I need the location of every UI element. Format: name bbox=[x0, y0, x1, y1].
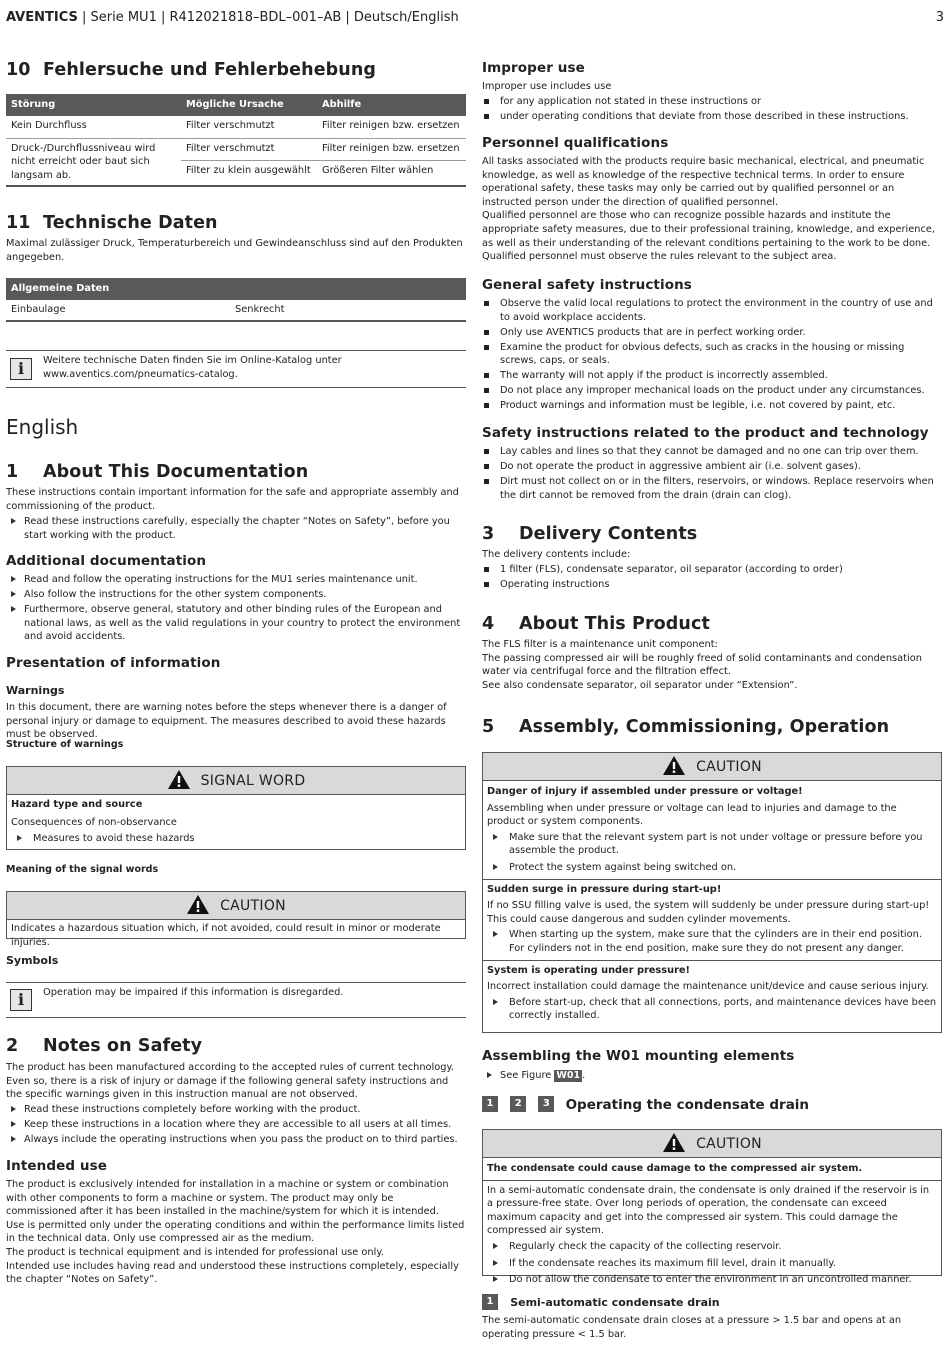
table-header: Mögliche Ursache bbox=[181, 94, 317, 116]
hazard-type: Hazard type and source bbox=[11, 799, 143, 810]
list-item: Examine the product for obvious defects, such as cracks in the housing or missing screws, caps, or seals. bbox=[482, 341, 942, 368]
signal-word: CAUTION bbox=[220, 898, 286, 914]
list-item: Read these instructions completely before working with the product. bbox=[6, 1103, 466, 1117]
troubleshooting-table bbox=[6, 94, 466, 187]
section-2-text: The product has been manufactured according to the accepted rules of current technology. Even so, there is a risk of injury or damage if the following general safety instructions and the specific warnings given in this instruction manual are not observed. bbox=[6, 1062, 454, 1101]
warnings-heading: Warnings bbox=[6, 684, 65, 697]
section-3-list bbox=[482, 563, 942, 593]
assembly-caution-box bbox=[482, 752, 942, 1033]
list-item: Regularly check the capacity of the collecting reservoir. bbox=[487, 1240, 937, 1254]
hazard-section: Danger of injury if assembled under pressure or voltage! Assembling when under pressure or voltage can lead to injuries and damage to the product or system components. Make sure that the relevant system part is not under voltage or pressure before you assemble the product. Protect the system against being switched on. bbox=[483, 782, 941, 880]
list-item: Read these instructions carefully, especially the chapter “Notes on Safety”, before you start working with the product. bbox=[6, 515, 466, 542]
table-header: Allgemeine Daten bbox=[6, 278, 466, 300]
list-item: Also follow the instructions for the other system components. bbox=[6, 588, 466, 602]
list-item: Protect the system against being switched on. bbox=[487, 861, 937, 875]
list-item: Dirt must not collect on or in the filters, reservoirs, or windows. Replace reservoirs when the dirt cannot be removed from the drain (drain can clog). bbox=[482, 475, 942, 502]
condensate-drain-heading: 1 2 3 Operating the condensate drain bbox=[482, 1096, 942, 1114]
section-10-heading: 10 Fehlersuche und Fehlerbehebung bbox=[6, 60, 377, 80]
caution-definition-box bbox=[6, 891, 466, 948]
measures: Measures to avoid these hazards bbox=[11, 832, 461, 846]
table-row: Filter zu klein ausgewählt Größeren Filter wählen bbox=[6, 160, 466, 186]
section-2-list bbox=[6, 1103, 466, 1148]
general-data-table bbox=[6, 278, 466, 322]
warning-icon bbox=[662, 755, 686, 776]
section-2-heading: 2 Notes on Safety bbox=[6, 1036, 203, 1056]
list-item: Furthermore, observe general, statutory and other binding rules of the European and national laws, as well as the valid regulations in your country to protect the environment and avoid accidents. bbox=[6, 603, 466, 644]
presentation-heading: Presentation of information bbox=[6, 655, 221, 671]
section-4-text: The FLS filter is a maintenance unit component: The passing compressed air will be roughly freed of solid contaminants and condensation water via centrifugal force and the filtration effect. See also condensate separator, oil separator under “Extension”. bbox=[482, 639, 922, 691]
meaning-heading: Meaning of the signal words bbox=[6, 864, 159, 875]
list-item: under operating conditions that deviate from those described in these instructions. bbox=[482, 110, 942, 124]
intended-use-heading: Intended use bbox=[6, 1158, 108, 1174]
list-item: Only use AVENTICS products that are in perfect working order. bbox=[482, 326, 942, 340]
improper-use-text: Improper use includes use bbox=[482, 81, 612, 92]
table-row: Einbaulage Senkrecht bbox=[6, 300, 466, 321]
general-safety-heading: General safety instructions bbox=[482, 277, 692, 293]
product-safety-list bbox=[482, 445, 942, 504]
list-item: If the condensate reaches its maximum fill level, drain it manually. bbox=[487, 1257, 937, 1271]
list-item: When starting up the system, make sure that the cylinders are in their end position. For cylinders not in the end position, make sure they do not present any danger. bbox=[487, 928, 937, 955]
caution-definition: Indicates a hazardous situation which, if not avoided, could result in minor or moderate injuries. bbox=[11, 923, 441, 948]
list-item: Lay cables and lines so that they cannot be damaged and no one can trip over them. bbox=[482, 445, 942, 459]
list-item: Make sure that the relevant system part is not under voltage or pressure before you assemble the product. bbox=[487, 831, 937, 858]
info-icon: i bbox=[10, 358, 32, 380]
personnel-text: All tasks associated with the products require basic mechanical, electrical, and pneumatic knowledge, as well as knowledge of the respective technical terms. In order to ensure operational safety, these tasks may only be carried out by qualified personnel or an instructed person under the direction of qualified personnel. Qualified personnel are those who can recognize possible hazards and institute the appropriate safety measures, due to their professional training, knowledge, and experience, as well as their understanding of the relevant conditions pertaining to the work to be done. Qualified personnel must observe the rules relevant to the subject area. bbox=[482, 156, 936, 263]
list-item: Read and follow the operating instructions for the MU1 series maintenance unit. bbox=[6, 573, 466, 587]
section-11-heading: 11 Technische Daten bbox=[6, 213, 218, 233]
list-item: Always include the operating instructions when you pass the product on to third parties. bbox=[6, 1133, 466, 1147]
info-icon: i bbox=[10, 989, 32, 1011]
condensate-caution-box bbox=[482, 1129, 942, 1286]
personnel-heading: Personnel qualifications bbox=[482, 135, 669, 151]
tech-data-text: Maximal zulässiger Druck, Temperaturbereich und Gewindeanschluss sind auf den Produkten angegeben. bbox=[6, 238, 463, 263]
figure-number: 1 bbox=[482, 1096, 498, 1112]
general-safety-list bbox=[482, 297, 942, 414]
figure-number: 1 bbox=[482, 1294, 498, 1310]
list-item: See Figure W01 . bbox=[482, 1069, 942, 1083]
warnings-text: In this document, there are warning notes before the steps whenever there is a danger of personal injury or damage to equipment. The measures described to avoid these hazards must be observed. bbox=[6, 702, 447, 741]
additional-docs-list bbox=[6, 573, 466, 645]
additional-docs-heading: Additional documentation bbox=[6, 553, 207, 569]
figure-reference[interactable]: W01 bbox=[556, 1070, 581, 1081]
structure-heading: Structure of warnings bbox=[6, 739, 124, 750]
list-item: Product warnings and information must be legible, i.e. not covered by paint, etc. bbox=[482, 399, 942, 413]
hazard-text: In a semi-automatic condensate drain, the condensate is only drained if the reservoir is in a pressure-free state. Over long periods of operation, the condensate can exceed maximum capacity and get into the compressed air system. This could damage the compressed air system. bbox=[487, 1184, 930, 1237]
doc-ref: | Serie MU1 | R412021818–BDL–001–AB | Deutsch/English bbox=[77, 10, 459, 25]
product-safety-heading: Safety instructions related to the product and technology bbox=[482, 425, 929, 441]
list-item: The warranty will not apply if the product is incorrectly assembled. bbox=[482, 369, 942, 383]
signal-word-box bbox=[6, 766, 466, 850]
brand: AVENTICS bbox=[6, 10, 78, 25]
warning-icon bbox=[662, 1132, 686, 1153]
symbols-heading: Symbols bbox=[6, 954, 59, 967]
info-note: i Weitere technische Daten finden Sie im Online-Katalog unter www.aventics.com/pneumatics-catalog. bbox=[6, 350, 466, 388]
warning-icon bbox=[186, 894, 210, 915]
table-row: Druck-/Durchflussniveau wird nicht erreicht oder baut sich langsam ab. Filter verschmutzt Filter reinigen bzw. ersetzen bbox=[6, 138, 466, 160]
signal-word: SIGNAL WORD bbox=[200, 773, 306, 789]
w01-list bbox=[482, 1069, 942, 1084]
section-1-heading: 1 About This Documentation bbox=[6, 462, 309, 482]
language-title: English bbox=[6, 415, 79, 439]
list-item: 1 filter (FLS), condensate separator, oil separator (according to order) bbox=[482, 563, 942, 577]
w01-heading: Assembling the W01 mounting elements bbox=[482, 1048, 795, 1064]
section-1-list bbox=[6, 515, 466, 544]
improper-use-list bbox=[482, 95, 942, 125]
page-number: 3 bbox=[935, 10, 944, 25]
signal-word: CAUTION bbox=[696, 1136, 762, 1152]
warning-icon bbox=[167, 769, 191, 790]
list-item: Operating instructions bbox=[482, 578, 942, 592]
symbols-info-note: i Operation may be impaired if this information is disregarded. bbox=[6, 982, 466, 1018]
table-row: Kein Durchfluss Filter verschmutzt Filter reinigen bzw. ersetzen bbox=[6, 116, 466, 138]
intended-use-text: The product is exclusively intended for installation in a machine or system or combination with other components to form a machine or system. The product may only be commissioned after it has been installed in the machine/system for which it is intended. Use is permitted only under the operating conditions and within the performance limits listed in the technical data. Only use compressed air as the medium. The product is technical equipment and is intended for professional use only. Intended use includes having read and understood these instructions completely, especially the chapter “Notes on Safety”. bbox=[6, 1179, 465, 1286]
section-5-heading: 5 Assembly, Commissioning, Operation bbox=[482, 717, 890, 737]
figure-number: 2 bbox=[510, 1096, 526, 1112]
consequences: Consequences of non-observance bbox=[11, 816, 177, 828]
list-item: Do not place any improper mechanical loads on the product under any circumstances. bbox=[482, 384, 942, 398]
section-3-text: The delivery contents include: bbox=[482, 549, 631, 560]
table-header: Abhilfe bbox=[317, 94, 466, 116]
section-1-text: These instructions contain important information for the safe and appropriate assembly and commissioning of the product. bbox=[6, 487, 459, 512]
section-3-heading: 3 Delivery Contents bbox=[482, 524, 698, 544]
signal-word: CAUTION bbox=[696, 759, 762, 775]
hazard-type: The condensate could cause damage to the compressed air system. bbox=[487, 1163, 863, 1174]
list-item: Before start-up, check that all connections, ports, and maintenance devices have been correctly installed. bbox=[487, 996, 937, 1023]
list-item: Do not allow the condensate to enter the environment in an uncontrolled manner. bbox=[487, 1273, 937, 1287]
semi-auto-text: The semi-automatic condensate drain closes at a pressure > 1.5 bar and opens at an operating pressure < 1.5 bar. bbox=[482, 1315, 902, 1340]
list-item: Do not operate the product in aggressive ambient air (i.e. solvent gases). bbox=[482, 460, 942, 474]
figure-number: 3 bbox=[538, 1096, 554, 1112]
list-item: Observe the valid local regulations to protect the environment in the country of use and to avoid workplace accidents. bbox=[482, 297, 942, 324]
list-item: Keep these instructions in a location where they are accessible to all users at all times. bbox=[6, 1118, 466, 1132]
semi-auto-heading: 1 Semi-automatic condensate drain bbox=[482, 1294, 942, 1312]
section-4-heading: 4 About This Product bbox=[482, 614, 710, 634]
page-header bbox=[6, 10, 944, 26]
table-header: Störung bbox=[6, 94, 181, 116]
hazard-section: System is operating under pressure! Incorrect installation could damage the maintenance unit/device and cause serious injury. Before start-up, check that all connections, ports, and maintenance devices have been correctly installed. bbox=[487, 964, 937, 1022]
list-item: for any application not stated in these instructions or bbox=[482, 95, 942, 109]
hazard-section: Sudden surge in pressure during start-up! If no SSU filling valve is used, the system will suddenly be under pressure during start-up! This could cause dangerous and sudden cylinder movements. When starting up the system, make sure that the cylinders are in their end position. For cylinders not in the end position, make sure they do not present any danger. bbox=[483, 880, 941, 961]
improper-use-heading: Improper use bbox=[482, 60, 585, 76]
